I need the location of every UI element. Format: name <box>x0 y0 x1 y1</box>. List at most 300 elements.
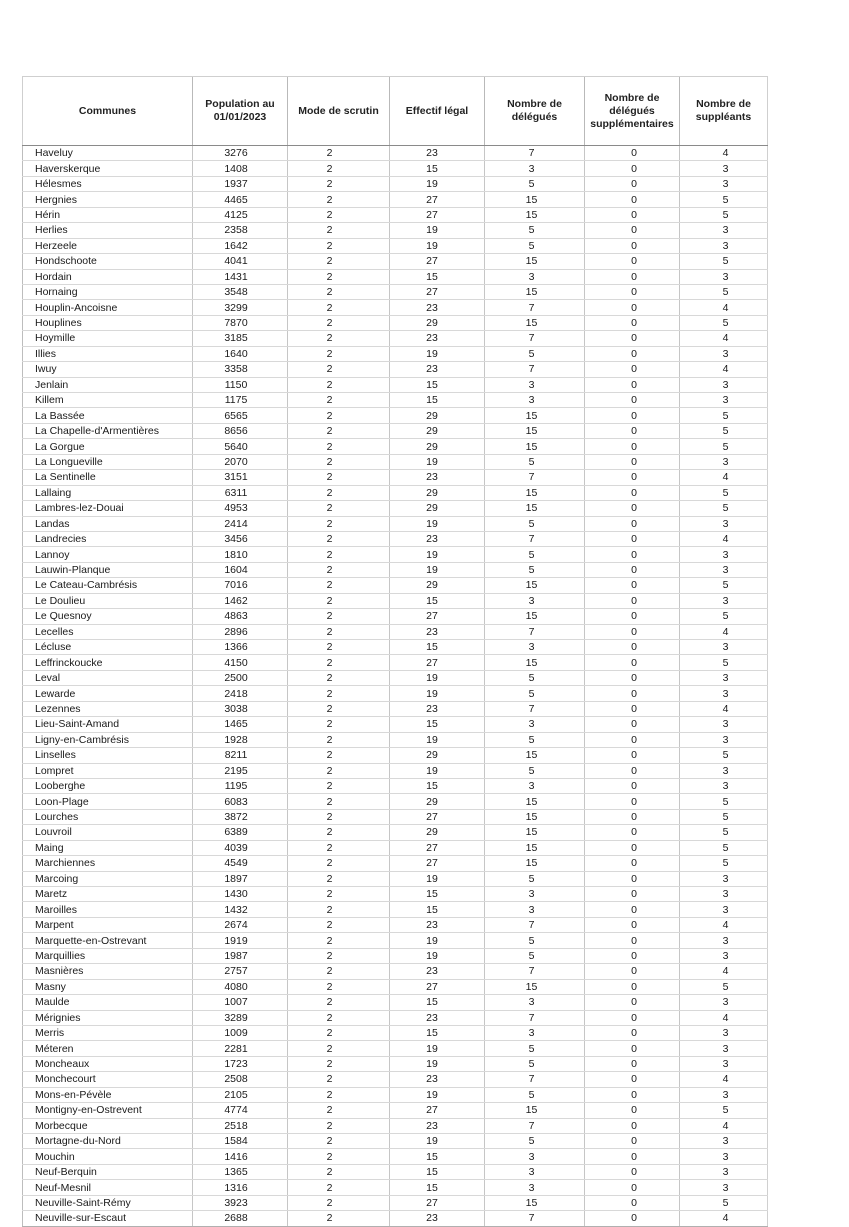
suppleants-value: 4 <box>680 1010 768 1025</box>
suppleants-value: 5 <box>680 423 768 438</box>
suppleants-value: 3 <box>680 1056 768 1071</box>
suppleants-value: 4 <box>680 701 768 716</box>
mode-scrutin-value: 2 <box>288 1211 390 1226</box>
table-row <box>23 161 768 176</box>
delegues-value: 7 <box>485 964 585 979</box>
delegues-value: 3 <box>485 161 585 176</box>
table-row <box>23 1025 768 1040</box>
mode-scrutin-value: 2 <box>288 547 390 562</box>
commune-name: Linselles <box>23 748 193 763</box>
delegues-value: 3 <box>485 269 585 284</box>
delegues-supp-value: 0 <box>585 871 680 886</box>
effectif-legal-value: 29 <box>390 578 485 593</box>
table-row <box>23 501 768 516</box>
population-value: 2105 <box>193 1087 288 1102</box>
mode-scrutin-value: 2 <box>288 284 390 299</box>
delegues-supp-value: 0 <box>585 315 680 330</box>
suppleants-value: 3 <box>680 1025 768 1040</box>
table-row <box>23 269 768 284</box>
population-value: 5640 <box>193 439 288 454</box>
mode-scrutin-value: 2 <box>288 825 390 840</box>
commune-name: Lieu-Saint-Amand <box>23 717 193 732</box>
effectif-legal-value: 27 <box>390 856 485 871</box>
delegues-value: 3 <box>485 377 585 392</box>
table-row <box>23 778 768 793</box>
table-row <box>23 238 768 253</box>
commune-name: La Bassée <box>23 408 193 423</box>
mode-scrutin-value: 2 <box>288 393 390 408</box>
population-value: 2358 <box>193 223 288 238</box>
population-value: 3548 <box>193 284 288 299</box>
mode-scrutin-value: 2 <box>288 887 390 902</box>
mode-scrutin-value: 2 <box>288 593 390 608</box>
population-value: 3038 <box>193 701 288 716</box>
delegues-value: 3 <box>485 995 585 1010</box>
suppleants-value: 3 <box>680 161 768 176</box>
delegues-value: 15 <box>485 840 585 855</box>
mode-scrutin-value: 2 <box>288 840 390 855</box>
population-value: 1430 <box>193 887 288 902</box>
table-row <box>23 284 768 299</box>
effectif-legal-value: 19 <box>390 238 485 253</box>
mode-scrutin-value: 2 <box>288 701 390 716</box>
delegues-supp-value: 0 <box>585 501 680 516</box>
mode-scrutin-value: 2 <box>288 192 390 207</box>
effectif-legal-value: 23 <box>390 1118 485 1133</box>
table-row <box>23 640 768 655</box>
table-row <box>23 1180 768 1195</box>
commune-name: Masny <box>23 979 193 994</box>
delegues-value: 7 <box>485 624 585 639</box>
table-row <box>23 300 768 315</box>
suppleants-value: 5 <box>680 856 768 871</box>
delegues-supp-value: 0 <box>585 887 680 902</box>
delegues-supp-value: 0 <box>585 1180 680 1195</box>
delegues-value: 5 <box>485 562 585 577</box>
commune-name: Mortagne-du-Nord <box>23 1134 193 1149</box>
commune-name: Marchiennes <box>23 856 193 871</box>
table-row <box>23 408 768 423</box>
commune-name: Maroilles <box>23 902 193 917</box>
table-row <box>23 825 768 840</box>
mode-scrutin-value: 2 <box>288 748 390 763</box>
mode-scrutin-value: 2 <box>288 377 390 392</box>
delegues-supp-value: 0 <box>585 161 680 176</box>
suppleants-value: 3 <box>680 1087 768 1102</box>
effectif-legal-value: 27 <box>390 1195 485 1210</box>
suppleants-value: 3 <box>680 1180 768 1195</box>
effectif-legal-value: 19 <box>390 871 485 886</box>
header-mode-scrutin: Mode de scrutin <box>288 77 390 146</box>
suppleants-value: 4 <box>680 531 768 546</box>
population-value: 1640 <box>193 346 288 361</box>
population-value: 4150 <box>193 655 288 670</box>
table-row <box>23 346 768 361</box>
delegues-value: 5 <box>485 763 585 778</box>
table-row <box>23 979 768 994</box>
delegues-value: 15 <box>485 748 585 763</box>
population-value: 4041 <box>193 254 288 269</box>
population-value: 4080 <box>193 979 288 994</box>
delegues-value: 5 <box>485 1087 585 1102</box>
mode-scrutin-value: 2 <box>288 254 390 269</box>
population-value: 8656 <box>193 423 288 438</box>
commune-name: Montigny-en-Ostrevent <box>23 1103 193 1118</box>
suppleants-value: 5 <box>680 439 768 454</box>
suppleants-value: 3 <box>680 1164 768 1179</box>
delegues-value: 15 <box>485 485 585 500</box>
delegues-supp-value: 0 <box>585 1103 680 1118</box>
mode-scrutin-value: 2 <box>288 670 390 685</box>
delegues-value: 5 <box>485 948 585 963</box>
commune-name: Maing <box>23 840 193 855</box>
table-row <box>23 1164 768 1179</box>
effectif-legal-value: 15 <box>390 778 485 793</box>
table-row <box>23 470 768 485</box>
mode-scrutin-value: 2 <box>288 979 390 994</box>
suppleants-value: 4 <box>680 470 768 485</box>
table-row <box>23 331 768 346</box>
population-value: 2500 <box>193 670 288 685</box>
population-value: 2688 <box>193 1211 288 1226</box>
population-value: 4863 <box>193 609 288 624</box>
delegues-supp-value: 0 <box>585 362 680 377</box>
suppleants-value: 3 <box>680 902 768 917</box>
population-value: 2281 <box>193 1041 288 1056</box>
commune-name: Ligny-en-Cambrésis <box>23 732 193 747</box>
delegues-value: 3 <box>485 1149 585 1164</box>
delegues-value: 5 <box>485 223 585 238</box>
population-value: 1604 <box>193 562 288 577</box>
commune-name: Merris <box>23 1025 193 1040</box>
population-value: 1366 <box>193 640 288 655</box>
table-row <box>23 1149 768 1164</box>
effectif-legal-value: 27 <box>390 254 485 269</box>
table-body <box>23 146 768 1227</box>
table-row <box>23 146 768 161</box>
suppleants-value: 5 <box>680 207 768 222</box>
suppleants-value: 5 <box>680 578 768 593</box>
suppleants-value: 3 <box>680 933 768 948</box>
suppleants-value: 3 <box>680 1149 768 1164</box>
mode-scrutin-value: 2 <box>288 902 390 917</box>
mode-scrutin-value: 2 <box>288 176 390 191</box>
delegues-value: 5 <box>485 176 585 191</box>
commune-name: Marquillies <box>23 948 193 963</box>
effectif-legal-value: 27 <box>390 284 485 299</box>
commune-name: Hornaing <box>23 284 193 299</box>
table-row <box>23 578 768 593</box>
mode-scrutin-value: 2 <box>288 686 390 701</box>
suppleants-value: 4 <box>680 1118 768 1133</box>
effectif-legal-value: 15 <box>390 377 485 392</box>
delegues-value: 5 <box>485 1134 585 1149</box>
mode-scrutin-value: 2 <box>288 1025 390 1040</box>
population-value: 7870 <box>193 315 288 330</box>
population-value: 1432 <box>193 902 288 917</box>
suppleants-value: 4 <box>680 146 768 161</box>
commune-name: Mouchin <box>23 1149 193 1164</box>
delegues-supp-value: 0 <box>585 1195 680 1210</box>
effectif-legal-value: 23 <box>390 964 485 979</box>
effectif-legal-value: 19 <box>390 516 485 531</box>
commune-name: Marpent <box>23 917 193 932</box>
table-row <box>23 1103 768 1118</box>
delegues-supp-value: 0 <box>585 763 680 778</box>
effectif-legal-value: 29 <box>390 501 485 516</box>
table-row <box>23 176 768 191</box>
commune-name: Marcoing <box>23 871 193 886</box>
delegues-supp-value: 0 <box>585 516 680 531</box>
population-value: 3289 <box>193 1010 288 1025</box>
population-value: 1642 <box>193 238 288 253</box>
population-value: 2418 <box>193 686 288 701</box>
commune-name: Neuville-sur-Escaut <box>23 1211 193 1226</box>
suppleants-value: 3 <box>680 887 768 902</box>
effectif-legal-value: 27 <box>390 809 485 824</box>
mode-scrutin-value: 2 <box>288 223 390 238</box>
effectif-legal-value: 27 <box>390 979 485 994</box>
suppleants-value: 3 <box>680 778 768 793</box>
delegues-supp-value: 0 <box>585 1149 680 1164</box>
suppleants-value: 3 <box>680 732 768 747</box>
mode-scrutin-value: 2 <box>288 362 390 377</box>
mode-scrutin-value: 2 <box>288 809 390 824</box>
suppleants-value: 5 <box>680 609 768 624</box>
delegues-supp-value: 0 <box>585 856 680 871</box>
table-row <box>23 454 768 469</box>
population-value: 8211 <box>193 748 288 763</box>
table-row <box>23 192 768 207</box>
delegues-supp-value: 0 <box>585 1010 680 1025</box>
delegues-value: 15 <box>485 1103 585 1118</box>
suppleants-value: 3 <box>680 346 768 361</box>
mode-scrutin-value: 2 <box>288 933 390 948</box>
mode-scrutin-value: 2 <box>288 856 390 871</box>
table-row <box>23 547 768 562</box>
mode-scrutin-value: 2 <box>288 578 390 593</box>
commune-name: Le Cateau-Cambrésis <box>23 578 193 593</box>
table-row <box>23 1056 768 1071</box>
table-row <box>23 1010 768 1025</box>
delegues-value: 7 <box>485 300 585 315</box>
table-row <box>23 315 768 330</box>
commune-name: Hélesmes <box>23 176 193 191</box>
suppleants-value: 3 <box>680 995 768 1010</box>
delegues-value: 15 <box>485 655 585 670</box>
mode-scrutin-value: 2 <box>288 269 390 284</box>
commune-name: Hergnies <box>23 192 193 207</box>
effectif-legal-value: 19 <box>390 562 485 577</box>
commune-name: Le Quesnoy <box>23 609 193 624</box>
effectif-legal-value: 19 <box>390 1041 485 1056</box>
commune-name: Houplin-Ancoisne <box>23 300 193 315</box>
table-row <box>23 1134 768 1149</box>
delegues-supp-value: 0 <box>585 902 680 917</box>
commune-name: Morbecque <box>23 1118 193 1133</box>
delegues-value: 3 <box>485 1180 585 1195</box>
delegues-value: 15 <box>485 254 585 269</box>
population-value: 1365 <box>193 1164 288 1179</box>
mode-scrutin-value: 2 <box>288 1195 390 1210</box>
effectif-legal-value: 15 <box>390 887 485 902</box>
table-row <box>23 840 768 855</box>
delegues-supp-value: 0 <box>585 995 680 1010</box>
commune-name: Houplines <box>23 315 193 330</box>
suppleants-value: 3 <box>680 593 768 608</box>
mode-scrutin-value: 2 <box>288 1056 390 1071</box>
effectif-legal-value: 23 <box>390 624 485 639</box>
delegues-value: 7 <box>485 470 585 485</box>
table-row <box>23 701 768 716</box>
effectif-legal-value: 19 <box>390 1087 485 1102</box>
table-row <box>23 887 768 902</box>
population-value: 2896 <box>193 624 288 639</box>
delegues-supp-value: 0 <box>585 840 680 855</box>
mode-scrutin-value: 2 <box>288 207 390 222</box>
population-value: 2757 <box>193 964 288 979</box>
delegues-supp-value: 0 <box>585 439 680 454</box>
delegues-value: 7 <box>485 701 585 716</box>
effectif-legal-value: 15 <box>390 1164 485 1179</box>
effectif-legal-value: 19 <box>390 547 485 562</box>
effectif-legal-value: 23 <box>390 917 485 932</box>
mode-scrutin-value: 2 <box>288 1010 390 1025</box>
delegues-supp-value: 0 <box>585 223 680 238</box>
effectif-legal-value: 23 <box>390 331 485 346</box>
effectif-legal-value: 19 <box>390 1056 485 1071</box>
population-value: 1316 <box>193 1180 288 1195</box>
effectif-legal-value: 29 <box>390 423 485 438</box>
population-value: 1462 <box>193 593 288 608</box>
population-value: 4465 <box>193 192 288 207</box>
effectif-legal-value: 19 <box>390 346 485 361</box>
effectif-legal-value: 27 <box>390 192 485 207</box>
population-value: 1928 <box>193 732 288 747</box>
table-row <box>23 794 768 809</box>
effectif-legal-value: 15 <box>390 995 485 1010</box>
table-row <box>23 516 768 531</box>
effectif-legal-value: 23 <box>390 362 485 377</box>
mode-scrutin-value: 2 <box>288 146 390 161</box>
delegues-value: 5 <box>485 454 585 469</box>
population-value: 1987 <box>193 948 288 963</box>
population-value: 3358 <box>193 362 288 377</box>
delegues-value: 3 <box>485 393 585 408</box>
effectif-legal-value: 23 <box>390 531 485 546</box>
header-communes: Communes <box>23 77 193 146</box>
table-row <box>23 1041 768 1056</box>
delegues-value: 7 <box>485 1118 585 1133</box>
delegues-supp-value: 0 <box>585 423 680 438</box>
suppleants-value: 3 <box>680 223 768 238</box>
suppleants-value: 3 <box>680 562 768 577</box>
suppleants-value: 3 <box>680 948 768 963</box>
header-row <box>23 77 768 146</box>
commune-name: Iwuy <box>23 362 193 377</box>
delegues-value: 3 <box>485 1164 585 1179</box>
delegues-supp-value: 0 <box>585 624 680 639</box>
population-value: 3185 <box>193 331 288 346</box>
commune-name: Haveluy <box>23 146 193 161</box>
mode-scrutin-value: 2 <box>288 948 390 963</box>
commune-name: Landas <box>23 516 193 531</box>
delegues-supp-value: 0 <box>585 578 680 593</box>
population-value: 1007 <box>193 995 288 1010</box>
delegues-value: 15 <box>485 856 585 871</box>
suppleants-value: 3 <box>680 686 768 701</box>
effectif-legal-value: 27 <box>390 609 485 624</box>
table-row <box>23 362 768 377</box>
delegues-supp-value: 0 <box>585 207 680 222</box>
mode-scrutin-value: 2 <box>288 995 390 1010</box>
delegues-supp-value: 0 <box>585 593 680 608</box>
delegues-supp-value: 0 <box>585 1041 680 1056</box>
suppleants-value: 4 <box>680 362 768 377</box>
suppleants-value: 3 <box>680 717 768 732</box>
delegues-value: 15 <box>485 439 585 454</box>
delegues-value: 15 <box>485 825 585 840</box>
commune-name: Mérignies <box>23 1010 193 1025</box>
delegues-value: 3 <box>485 902 585 917</box>
delegues-supp-value: 0 <box>585 192 680 207</box>
table-row <box>23 856 768 871</box>
effectif-legal-value: 15 <box>390 1180 485 1195</box>
suppleants-value: 5 <box>680 794 768 809</box>
delegues-value: 5 <box>485 670 585 685</box>
population-value: 1195 <box>193 778 288 793</box>
suppleants-value: 3 <box>680 670 768 685</box>
commune-name: Monchecourt <box>23 1072 193 1087</box>
commune-name: Mons-en-Pévèle <box>23 1087 193 1102</box>
effectif-legal-value: 29 <box>390 794 485 809</box>
delegues-value: 5 <box>485 871 585 886</box>
delegues-supp-value: 0 <box>585 1164 680 1179</box>
delegues-supp-value: 0 <box>585 717 680 732</box>
delegues-supp-value: 0 <box>585 146 680 161</box>
table-header <box>23 77 768 146</box>
delegues-value: 15 <box>485 207 585 222</box>
delegues-supp-value: 0 <box>585 470 680 485</box>
delegues-supp-value: 0 <box>585 933 680 948</box>
suppleants-value: 3 <box>680 1134 768 1149</box>
delegues-value: 15 <box>485 284 585 299</box>
effectif-legal-value: 29 <box>390 748 485 763</box>
scanned-page <box>22 76 767 1225</box>
delegues-value: 3 <box>485 593 585 608</box>
table-row <box>23 717 768 732</box>
commune-name: Neuville-Saint-Rémy <box>23 1195 193 1210</box>
delegues-supp-value: 0 <box>585 408 680 423</box>
suppleants-value: 5 <box>680 315 768 330</box>
suppleants-value: 5 <box>680 485 768 500</box>
commune-name: Moncheaux <box>23 1056 193 1071</box>
table-row <box>23 423 768 438</box>
suppleants-value: 3 <box>680 393 768 408</box>
table-row <box>23 1211 768 1226</box>
commune-name: Killem <box>23 393 193 408</box>
effectif-legal-value: 27 <box>390 655 485 670</box>
population-value: 3276 <box>193 146 288 161</box>
commune-name: Illies <box>23 346 193 361</box>
mode-scrutin-value: 2 <box>288 640 390 655</box>
suppleants-value: 5 <box>680 748 768 763</box>
mode-scrutin-value: 2 <box>288 439 390 454</box>
mode-scrutin-value: 2 <box>288 562 390 577</box>
table-row <box>23 933 768 948</box>
effectif-legal-value: 15 <box>390 1025 485 1040</box>
table-row <box>23 562 768 577</box>
